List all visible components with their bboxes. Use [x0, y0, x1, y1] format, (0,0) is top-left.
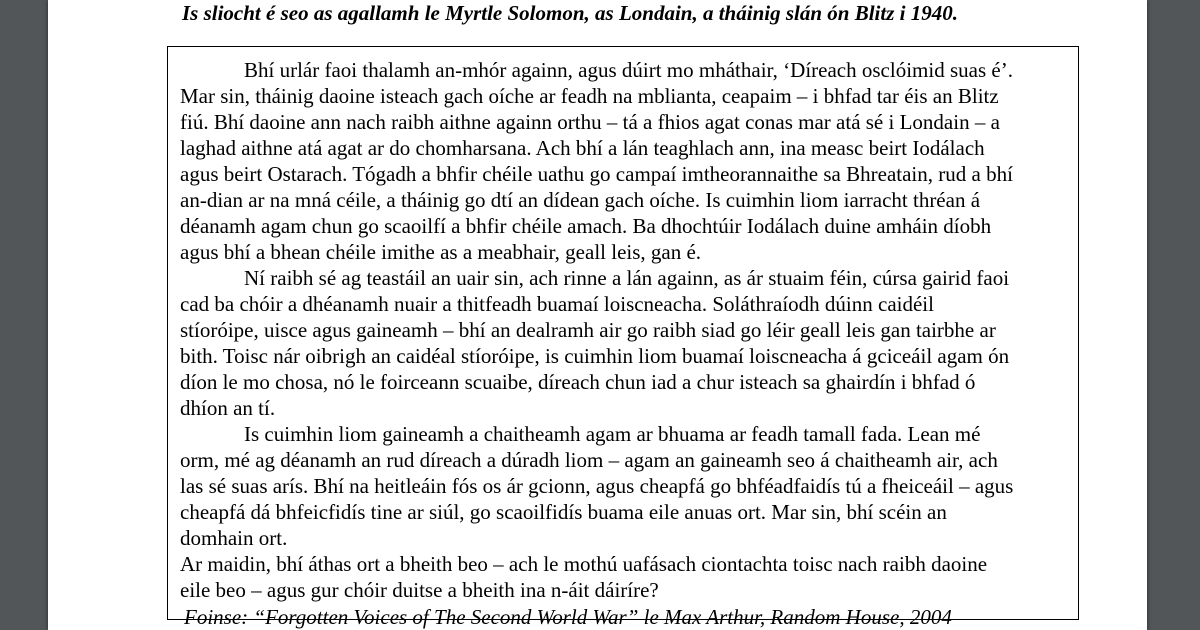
- text-line: orm, mé ag déanamh an rud díreach a dúradh liom – agam an gaineamh seo á chaitheamh air, ach: [180, 448, 998, 472]
- text-line: laghad aithne atá agat ar do chomharsana. Ach bhí a lán teaghlach ann, ina measc beirt Iodálach: [180, 136, 985, 160]
- text-line: fiú. Bhí daoine ann nach raibh aithne againn orthu – tá a fhios agat conas mar atá sé i Londain – a: [180, 110, 1000, 134]
- text-line: stíoróipe, uisce agus gaineamh – bhí an dealramh air go raibh siad go léir geall leis gan tairbhe ar: [180, 318, 996, 342]
- text-line: Mar sin, tháinig daoine isteach gach oíche ar feadh na mblianta, ceapaim – i bhfad tar éis an Blitz: [180, 84, 999, 108]
- text-line: Ar maidin, bhí áthas ort a bheith beo – ach le mothú uafásach ciontachta toisc nach raibh daoine: [180, 552, 988, 576]
- text-line: déanamh agam chun go scaoilfí a bhfir chéile amach. Ba dhochtúir Iodálach duine amháin díobh: [180, 214, 992, 238]
- document-page: [48, 0, 1147, 630]
- text-line: dhíon an tí.: [180, 396, 276, 420]
- text-line: domhain ort.: [180, 526, 288, 550]
- text-line: cheapfá dá bhfeicfidís tine ar siúl, go scaoilfidís buama eile anuas ort. Mar sin, bhí scéin an: [180, 500, 947, 524]
- paragraph: [180, 265, 1068, 421]
- text-line: bith. Toisc nár oibrigh an caidéal stíoróipe, is cuimhin liom buamaí loiscneacha á gciceáil agam ón: [180, 344, 1010, 368]
- paragraph: [180, 421, 1068, 551]
- excerpt-box: [167, 46, 1079, 629]
- text-line: eile beo – agus gur chóir duitse a bheith ina n-áit dáiríre?: [180, 578, 659, 602]
- text-line: Ní raibh sé ag teastáil an uair sin, ach rinne a lán againn, as ár stuaim féin, cúrsa gairid faoi: [244, 266, 1010, 290]
- paragraph: [180, 551, 1068, 603]
- excerpt-body: [180, 57, 1068, 603]
- text-line: agus bhí a bhean chéile imithe as a meabhair, geall leis, gan é.: [180, 240, 702, 264]
- text-line: díon le mo chosa, nó le foirceann scuaibe, díreach chun iad a chur isteach sa ghairdín i bhfad ó: [180, 370, 976, 394]
- source-citation: Foinse: “Forgotten Voices of The Second World War” le Max Arthur, Random House, 2004: [184, 605, 952, 629]
- text-line: cad ba chóir a dhéanamh nuair a thitfeadh buamaí loiscneacha. Soláthraíodh dúinn caidéil: [180, 292, 934, 316]
- text-line: Is cuimhin liom gaineamh a chaitheamh agam ar bhuama ar feadh tamall fada. Lean mé: [244, 422, 981, 446]
- text-line: agus beirt Ostarach. Tógadh a bhfir chéile uathu go campaí imtheorannaithe sa Bhreatain, rud a bhí: [180, 162, 1013, 186]
- text-line: Bhí urlár faoi thalamh an-mhór againn, agus dúirt mo mháthair, ‘Díreach osclóimid suas é’.: [244, 58, 1013, 82]
- excerpt-heading: Is sliocht é seo as agallamh le Myrtle Solomon, as Londain, a tháinig slán ón Blitz i 1940.: [182, 1, 958, 25]
- text-line: las sé suas arís. Bhí na heitleáin fós os ár gcionn, agus cheapfá go bhféadfaidís tú a fheiceáil – agus: [180, 474, 1014, 498]
- paragraph: [180, 57, 1068, 265]
- text-line: an-dian ar na mná céile, a tháinig go dtí an dídean gach oíche. Is cuimhin liom iarracht thréan á: [180, 188, 981, 212]
